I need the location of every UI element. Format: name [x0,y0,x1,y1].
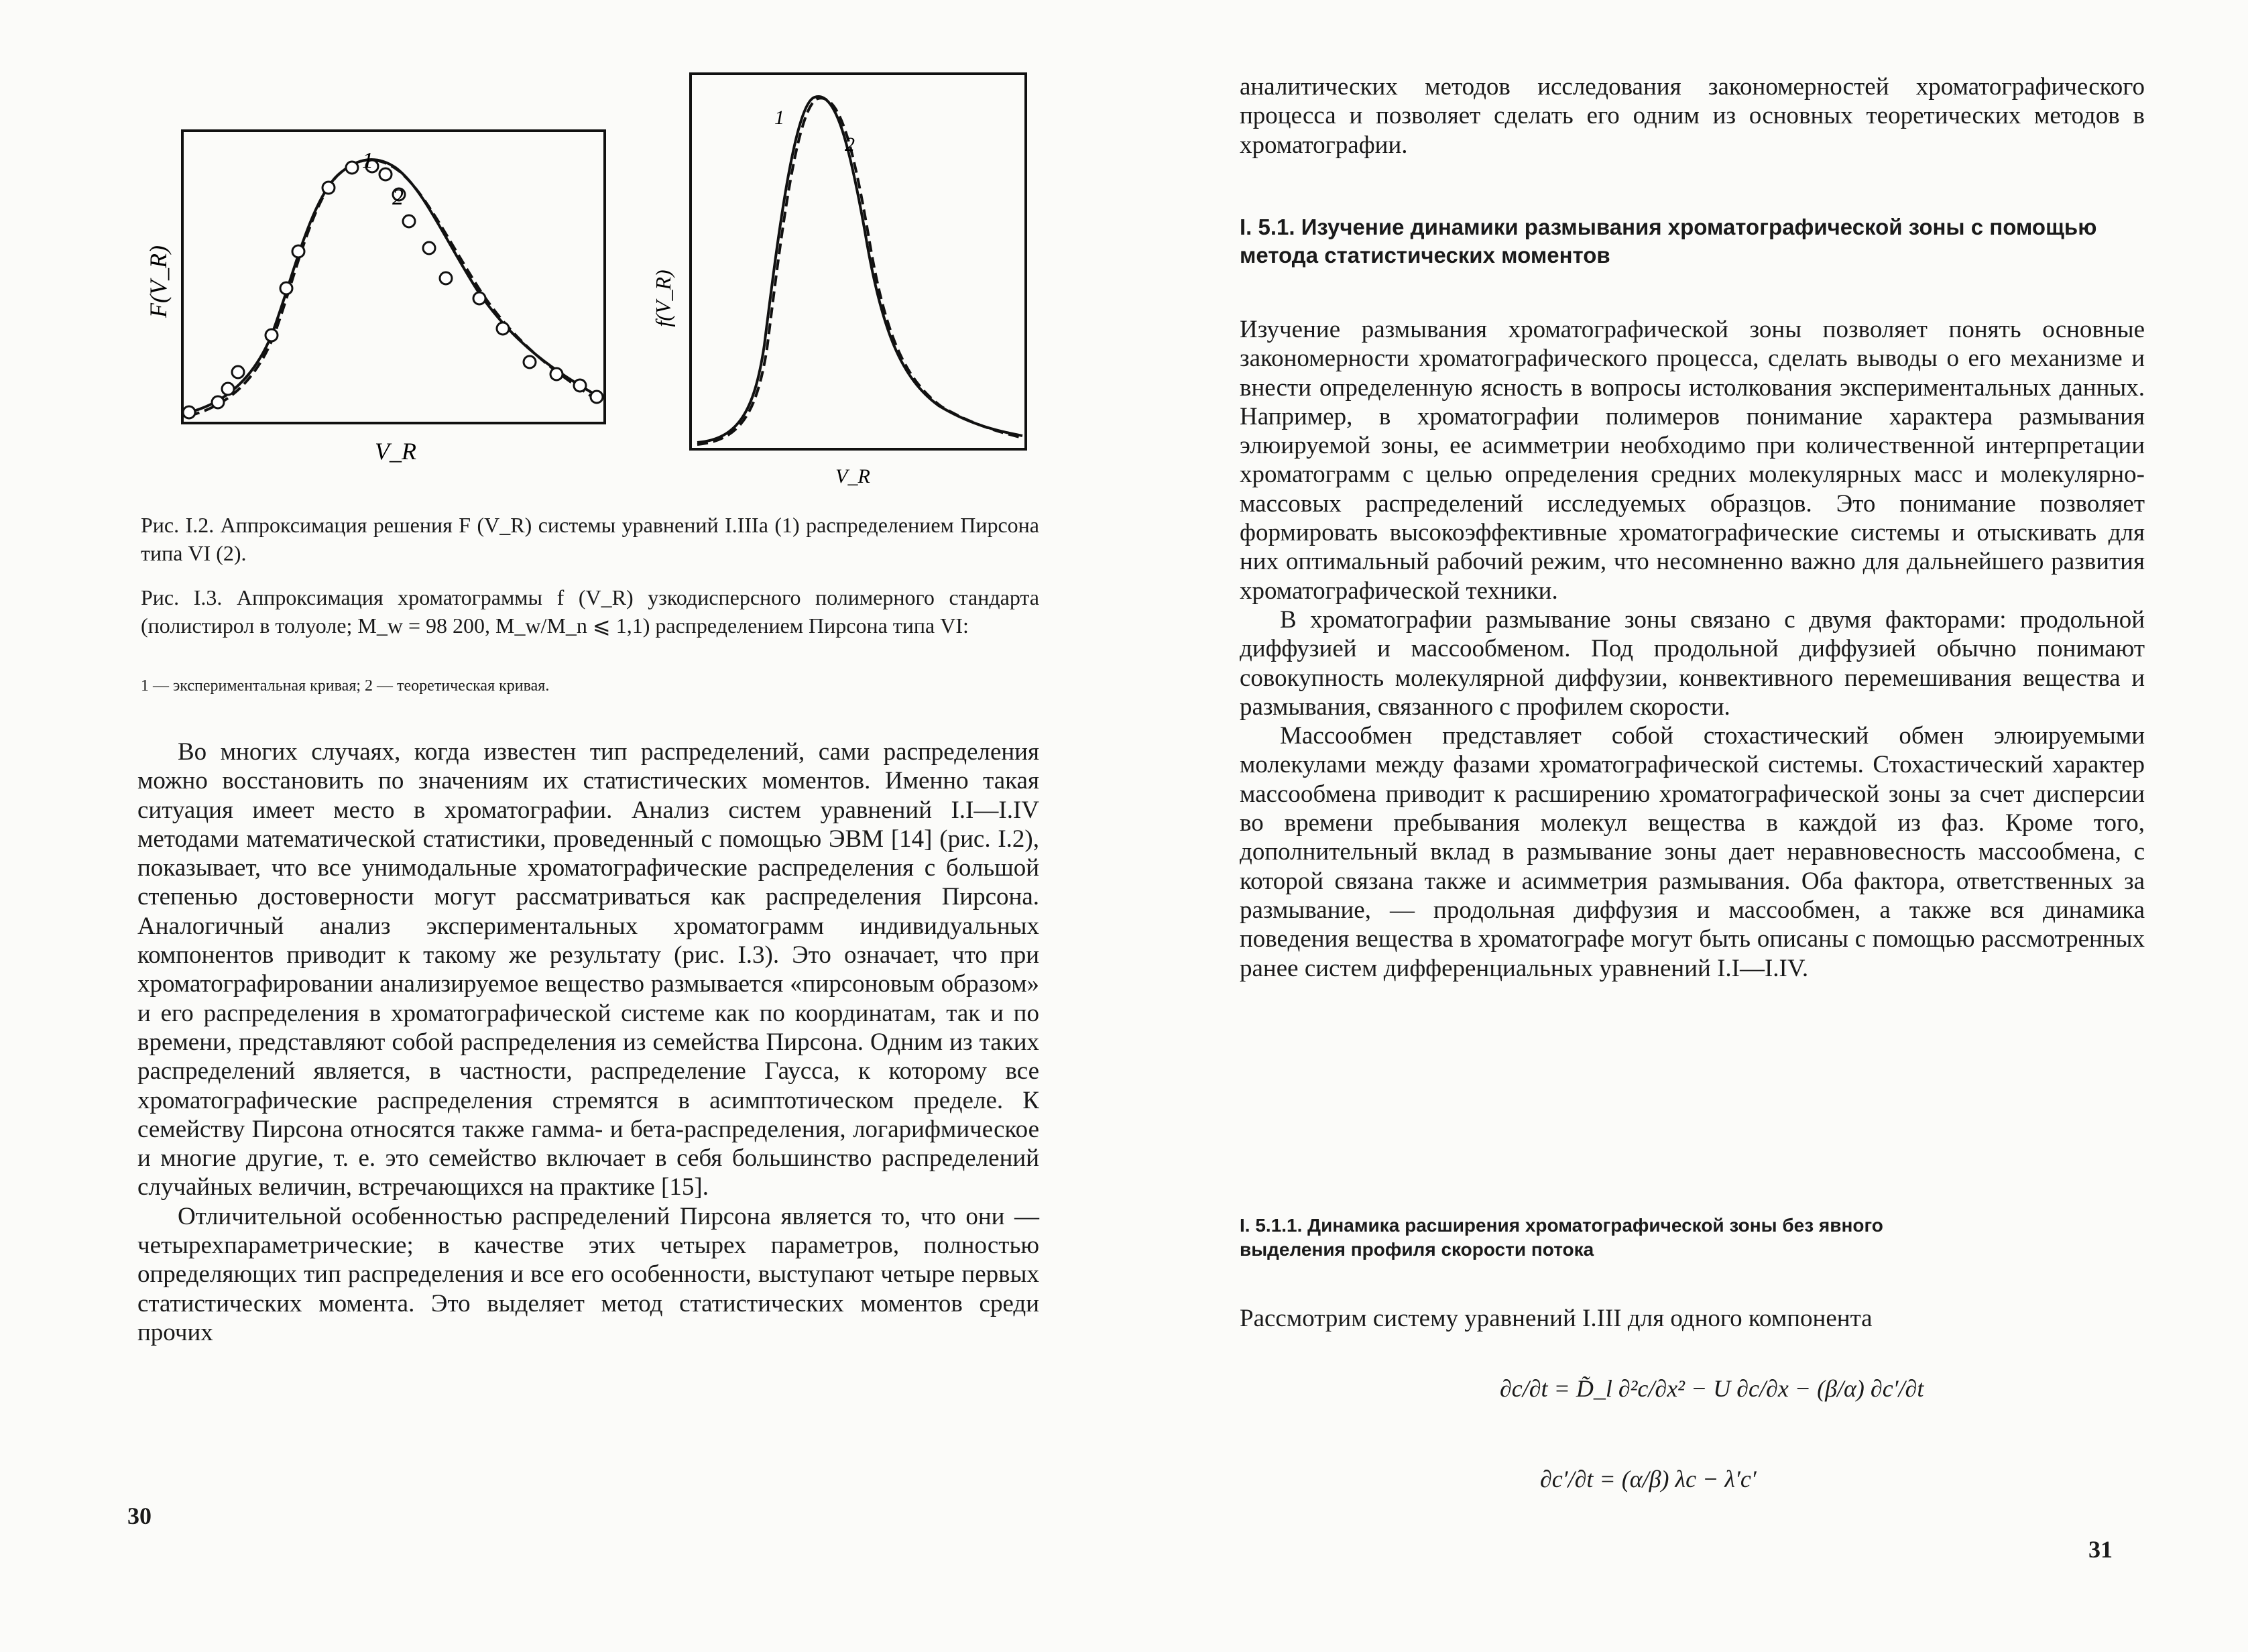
page-number: 30 [127,1502,152,1529]
data-point-marker [346,162,358,174]
figure-1-3-plot [644,64,1046,493]
y-axis-label: f(V_R) [651,270,675,327]
intro-line [1240,1304,2145,1333]
figure-1-2-caption: Рис. I.2. Аппроксимация решения F (V_R) системы уравнений I.IIIа (1) распределением Пирсона типа VI (2). [141,513,1039,565]
right-page [1124,0,2248,1652]
left-body-text [137,738,1039,1347]
paragraph: Отличительной особенностью распределений Пирсона является то, что они — четырехпараметрические; в качестве этих четырех параметров, полностью определяющих тип распределения и все его особенности, выступают четыре первых статистических момента. Это выделяет метод статистических моментов среди прочих [137,1202,1039,1346]
figure-1-2-plot [127,121,624,469]
data-point-marker [524,356,536,368]
curve-2 [697,98,1022,445]
right-body-text [1240,315,2145,983]
data-point-marker [473,292,485,304]
y-axis-label: F(V_R) [145,245,172,318]
formula-2: ∂c′/∂t = (α/β) λc − λ′c′ [1540,1466,1757,1492]
data-point-marker [440,272,452,284]
paragraph: Во многих случаях, когда известен тип распределений, сами распределения можно восстановить по значениям их статистических моментов. Именно такая ситуация имеет место в хроматографии. Анализ систем уравнений I.I—I.IV методами математической статистики, проведенный с помощью ЭВМ [14] (рис. I.2), показывает, что все унимодальные хроматографические распределения с большой степенью достоверности могут рассматриваться как распределения Пирсона. Аналогичный анализ экспериментальных хроматограмм индивидуальных компонентов приводит к такому же результату (рис. I.3). Это означает, что при хроматографировании анализируемое вещество размывается «пирсоновым образом» и его распределения в хроматографической системе как по координатам, так и по времени, представляют собой распределения из семейства Пирсона. Одним из таких распределений является, в частности, распределение Гаусса, к которому все хроматографические распределения стремятся в асимптотическом пределе. К семейству Пирсона относятся также гамма- и бета-распределения, логарифмическое и многие другие, т. е. это семейство включает в себя большинство распределений случайных величин, встречающихся на практике [15]. [137,738,1039,1201]
data-point-marker [322,182,335,194]
data-point-marker [280,282,292,294]
subsection-heading: I. 5.1.1. Динамика расширения хроматографической зоны без явного выделения профиля скорости потока [1240,1215,1883,1260]
data-point-marker [292,245,304,257]
figure-1-3-legend: 1 — экспериментальная кривая; 2 — теоретическая кривая. [141,677,550,695]
continuation-text [1240,72,2145,160]
data-point-marker [183,406,195,418]
data-point-marker [222,383,234,395]
data-point-marker [212,396,224,408]
data-point-marker [423,242,435,254]
curve-2-label: 2 [845,133,855,156]
data-point-marker [232,366,244,378]
formula-1: ∂c/∂t = D̃_l ∂²c/∂x² − U ∂c/∂x − (β/α) ∂c′/∂t [1500,1375,1924,1402]
paragraph: Рассмотрим систему уравнений I.III для одного компонента [1240,1305,1873,1332]
curve-1-label: 1 [362,148,373,173]
data-point-marker [574,379,586,392]
figure-1-2 [127,121,624,469]
data-point-marker [591,391,603,403]
data-point-marker [550,368,563,380]
data-point-marker [379,168,392,180]
curve-2-label: 2 [392,185,404,210]
paragraph: Массообмен представляет собой стохастический обмен элюируемыми молекулами между фазами хроматографической системы. Стохастический характер массообмена приводит к расширению хроматографической зоны за счет дисперсии во времени пребывания молекул вещества в каждой из фаз. Кроме того, дополнительный вклад в размывание зоны дает неравновесность массообмена, с которой связана также и асимметрия размывания. Оба фактора, ответственных за размывание, — продольная диффузия и массообмен, а также вся динамика поведения вещества в хроматографе могут быть описаны с помощью рассмотренных ранее систем дифференциальных уравнений I.I—I.IV. [1240,722,2145,982]
x-axis-label: V_R [835,465,870,487]
page-number: 31 [2088,1536,2113,1563]
paragraph: аналитических методов исследования закономерностей хроматографического процесса и позволяет сделать его одним из основных теоретических методов в хроматографии. [1240,73,2145,159]
plot-frame [691,74,1026,449]
data-point-marker [497,322,509,335]
curve-1 [697,97,1022,442]
figure-1-3-caption: Рис. I.3. Аппроксимация хроматограммы f (V_R) узкодисперсного полимерного стандарта (полистирол в толуоле; M_w = 98 200, M_w/M_n ⩽ 1,1) распределением Пирсона типа VI: [141,585,1039,638]
paragraph: Изучение размывания хроматографической зоны позволяет понять основные закономерности хроматографического процесса, сделать выводы о его механизме и внести определенную ясность в вопросы истолкования экспериментальных данных. Например, в хроматографии полимеров понимание характера размывания элюируемой зоны, ее асимметрии необходимо при количественной интерпретации хроматограмм с целью определения средних молекулярных масс и молекулярно-массовых распределений исследуемых образцов. Это понимание позволяет формировать высокоэффективные хроматографические системы и отыскивать для них оптимальный рабочий режим, что несомненно важно для дальнейшего развития хроматографической техники. [1240,316,2145,605]
figure-1-3 [644,64,1046,493]
paragraph: В хроматографии размывание зоны связано с двумя факторами: продольной диффузией и массообменом. Под продольной диффузией обычно понимают совокупность молекулярной диффузии, конвективного перемешивания вещества и размывания, связанного с профилем скорости. [1240,605,2145,721]
data-point-marker [403,215,415,227]
section-heading: I. 5.1. Изучение динамики размывания хроматографической зоны с помощью метода статистических моментов [1240,215,2097,268]
curve-1-label: 1 [774,107,784,129]
data-point-marker [265,329,278,341]
x-axis-label: V_R [375,438,416,465]
